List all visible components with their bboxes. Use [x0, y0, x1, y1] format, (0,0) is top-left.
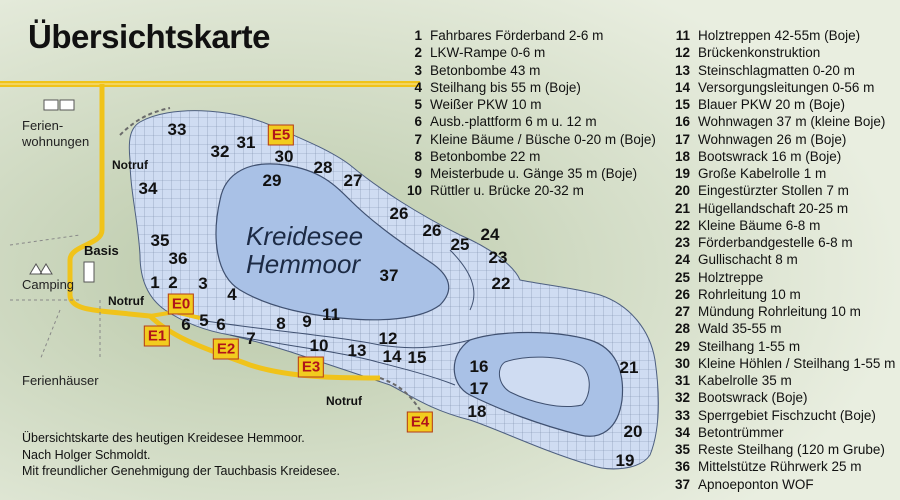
- site-number: 25: [450, 235, 470, 254]
- legend-row: [670, 286, 895, 303]
- legend-number: 3: [414, 62, 422, 78]
- legend-number: 14: [674, 79, 690, 95]
- legend-row: [670, 79, 895, 96]
- site-number: 24: [480, 225, 500, 244]
- legend-column-2: [670, 27, 895, 493]
- entry-e3: E3: [298, 357, 324, 378]
- caption-line: Nach Holger Schmoldt.: [22, 447, 151, 462]
- legend-text: Steilhang bis 55 m (Boje): [430, 79, 581, 95]
- label-ferienwohnungen-line2: wohnungen: [22, 134, 90, 149]
- legend-text: Ausb.-plattform 6 m u. 12 m: [430, 114, 597, 130]
- site-number: 16: [469, 357, 489, 376]
- legend-text: Kabelrolle 35 m: [698, 373, 792, 388]
- legend-row: [670, 269, 895, 286]
- site-number: 7: [246, 329, 256, 348]
- label-basis: Basis: [84, 243, 119, 258]
- legend-number: 19: [674, 166, 690, 181]
- label-notruf-north: Notruf: [112, 158, 148, 172]
- site-number: 33: [167, 120, 187, 139]
- legend-text: Rohrleitung 10 m: [698, 286, 801, 302]
- legend-number: 26: [674, 286, 690, 302]
- building: [60, 100, 74, 110]
- site-number: 4: [227, 285, 237, 304]
- legend-text: Eingestürzter Stollen 7 m: [698, 183, 849, 199]
- legend-row: [670, 131, 895, 148]
- legend-number: 25: [674, 269, 690, 285]
- legend-row: [670, 338, 895, 355]
- lake-name-line1: Kreidesee: [246, 221, 364, 251]
- legend-text: Steinschlagmatten 0-20 m: [698, 62, 855, 78]
- legend-row: [670, 62, 895, 79]
- building: [84, 262, 94, 282]
- legend-text: Versorgungsleitungen 0-56 m: [698, 79, 875, 95]
- site-number: 22: [491, 274, 511, 293]
- entry-e2: E2: [213, 339, 239, 360]
- site-number: 18: [467, 402, 487, 421]
- site-number: 27: [343, 171, 363, 190]
- label-ferienwohnungen: [22, 118, 89, 150]
- legend-row: [670, 251, 895, 268]
- legend-row: [400, 62, 656, 79]
- legend-text: Kleine Bäume 6-8 m: [698, 217, 821, 233]
- legend-text: Sperrgebiet Fischzucht (Boje): [698, 407, 876, 423]
- legend-number: 28: [674, 321, 690, 337]
- legend-number: 7: [414, 131, 422, 147]
- legend-text: Blauer PKW 20 m (Boje): [698, 97, 846, 112]
- legend-number: 10: [406, 183, 422, 199]
- legend-row: [670, 44, 895, 61]
- legend-number: 13: [674, 62, 690, 78]
- legend-row: [670, 372, 895, 389]
- legend-row: [670, 234, 895, 251]
- legend-number: 2: [414, 45, 422, 61]
- legend-column-1: [400, 27, 656, 200]
- site-number: 23: [488, 248, 508, 267]
- legend-number: 15: [674, 97, 690, 112]
- legend-text: Betonbombe 43 m: [430, 62, 541, 78]
- legend-text: Bootswrack 16 m (Boje): [698, 148, 842, 164]
- legend-row: [670, 355, 895, 372]
- label-camping: Camping: [22, 277, 75, 292]
- legend-row: [670, 389, 895, 406]
- legend-text: Brückenkonstruktion: [698, 45, 821, 61]
- label-notruf-west: Notruf: [108, 294, 144, 308]
- legend-text: LKW-Rampe 0-6 m: [430, 45, 546, 61]
- site-number: 15: [407, 348, 427, 367]
- legend-row: [670, 148, 895, 165]
- legend-row: [670, 476, 895, 493]
- legend-row: [670, 217, 895, 234]
- legend-text: Kleine Bäume / Büsche 0-20 m (Boje): [430, 131, 656, 147]
- map-title: Übersichtskarte: [28, 18, 270, 55]
- legend-number: 17: [674, 131, 690, 147]
- legend-row: [400, 182, 656, 199]
- legend-number: 6: [414, 114, 422, 130]
- site-number: 32: [210, 142, 230, 161]
- site-number: 17: [469, 379, 489, 398]
- legend-number: 20: [674, 183, 690, 199]
- lake-name-line2: Hemmoor: [246, 249, 361, 279]
- legend-text: Hügellandschaft 20-25 m: [698, 200, 849, 216]
- site-number: 1: [150, 273, 160, 292]
- legend-number: 8: [414, 148, 422, 164]
- site-number: 35: [150, 231, 170, 250]
- site-number: 14: [382, 347, 402, 366]
- legend-row: [670, 113, 895, 130]
- legend-text: Meisterbude u. Gänge 35 m (Boje): [430, 166, 638, 181]
- site-number: 6: [181, 315, 191, 334]
- legend-number: 16: [674, 114, 690, 130]
- legend-text: Wohnwagen 37 m (kleine Boje): [698, 114, 886, 130]
- legend-row: [670, 182, 895, 199]
- entry-e0: E0: [168, 294, 194, 315]
- legend-number: 33: [674, 407, 690, 423]
- legend-number: 35: [674, 442, 690, 457]
- legend-text: Gullischacht 8 m: [698, 252, 798, 268]
- legend-row: [670, 407, 895, 424]
- lake-name: [246, 222, 363, 278]
- legend-number: 21: [674, 200, 690, 216]
- legend-text: Mittelstütze Rührwerk 25 m: [698, 459, 862, 475]
- legend-number: 36: [674, 459, 690, 475]
- legend-number: 22: [674, 217, 690, 233]
- legend-number: 18: [674, 148, 690, 164]
- site-number: 30: [274, 147, 294, 166]
- legend-row: [400, 79, 656, 96]
- legend-number: 1: [414, 28, 422, 43]
- legend-text: Große Kabelrolle 1 m: [698, 166, 827, 181]
- legend-row: [670, 441, 895, 458]
- legend-text: Betonbombe 22 m: [430, 148, 541, 164]
- legend-text: Holztreppe: [698, 269, 764, 285]
- site-number: 37: [379, 266, 399, 285]
- site-number: 34: [138, 179, 158, 198]
- legend-text: Weißer PKW 10 m: [430, 97, 542, 112]
- legend-row: [670, 27, 895, 44]
- legend-number: 30: [674, 355, 690, 371]
- building: [44, 100, 58, 110]
- site-number: 26: [389, 204, 409, 223]
- site-number: 2: [168, 273, 178, 292]
- legend-text: Holztreppen 42-55m (Boje): [698, 28, 861, 43]
- legend-row: [400, 113, 656, 130]
- site-number: 26: [422, 221, 442, 240]
- legend-text: Betontrümmer: [698, 424, 784, 440]
- legend-number: 32: [674, 390, 690, 406]
- label-notruf-south: Notruf: [326, 394, 362, 408]
- site-number: 11: [322, 305, 340, 324]
- site-number: 20: [623, 422, 643, 441]
- site-number: 29: [262, 171, 282, 190]
- legend-row: [670, 424, 895, 441]
- site-number: 6: [216, 315, 226, 334]
- legend-number: 29: [674, 338, 690, 354]
- caption: [22, 430, 340, 480]
- site-number: 13: [347, 341, 367, 360]
- label-ferienhaeuser: Ferienhäuser: [22, 373, 99, 388]
- legend-text: Reste Steilhang (120 m Grube): [698, 442, 885, 457]
- legend-number: 34: [674, 424, 690, 440]
- site-number: 12: [378, 329, 398, 348]
- legend-text: Apnoeponton WOF: [698, 476, 814, 492]
- legend-row: [400, 165, 656, 182]
- legend-number: 31: [674, 373, 690, 388]
- legend-row: [670, 200, 895, 217]
- legend-row: [670, 320, 895, 337]
- legend-row: [670, 96, 895, 113]
- legend-number: 12: [674, 45, 690, 61]
- legend-number: 27: [674, 304, 690, 319]
- site-number: 3: [198, 274, 208, 293]
- legend-row: [400, 131, 656, 148]
- legend-row: [670, 458, 895, 475]
- legend-row: [670, 303, 895, 320]
- entry-e5: E5: [268, 125, 294, 146]
- legend-row: [400, 44, 656, 61]
- legend-text: Wald 35-55 m: [698, 321, 782, 337]
- site-number: 8: [276, 314, 286, 333]
- legend-text: Wohnwagen 26 m (Boje): [698, 131, 847, 147]
- site-number: 19: [615, 451, 635, 470]
- legend-text: Mündung Rohrleitung 10 m: [698, 304, 861, 319]
- legend-text: Förderbandgestelle 6-8 m: [698, 235, 853, 250]
- site-number: 36: [168, 249, 188, 268]
- entry-e1: E1: [144, 326, 170, 347]
- legend-text: Rüttler u. Brücke 20-32 m: [430, 183, 584, 199]
- site-number: 5: [199, 311, 209, 330]
- legend-number: 9: [414, 166, 422, 181]
- label-ferienwohnungen-line1: Ferien-: [22, 118, 64, 133]
- legend-row: [670, 165, 895, 182]
- legend-text: Fahrbares Förderband 2-6 m: [430, 28, 604, 43]
- site-number: 10: [309, 336, 329, 355]
- caption-line: Übersichtskarte des heutigen Kreidesee Hemmoor.: [22, 431, 305, 445]
- legend-number: 5: [414, 97, 422, 112]
- legend-number: 23: [674, 235, 690, 250]
- entry-e4: E4: [407, 412, 433, 433]
- legend-text: Steilhang 1-55 m: [698, 338, 801, 354]
- legend-row: [400, 148, 656, 165]
- legend-number: 4: [414, 79, 422, 95]
- legend-number: 11: [675, 28, 690, 43]
- legend-text: Bootswrack (Boje): [698, 390, 808, 406]
- site-number: 28: [313, 158, 333, 177]
- site-number: 9: [302, 312, 312, 331]
- legend-text: Kleine Höhlen / Steilhang 1-55 m: [698, 355, 896, 371]
- legend-row: [400, 27, 656, 44]
- legend-row: [400, 96, 656, 113]
- site-number: 21: [619, 358, 639, 377]
- caption-line: Mit freundlicher Genehmigung der Tauchbasis Kreidesee.: [22, 464, 341, 478]
- legend-number: 24: [674, 252, 690, 268]
- site-number: 31: [236, 133, 256, 152]
- legend-number: 37: [674, 476, 690, 492]
